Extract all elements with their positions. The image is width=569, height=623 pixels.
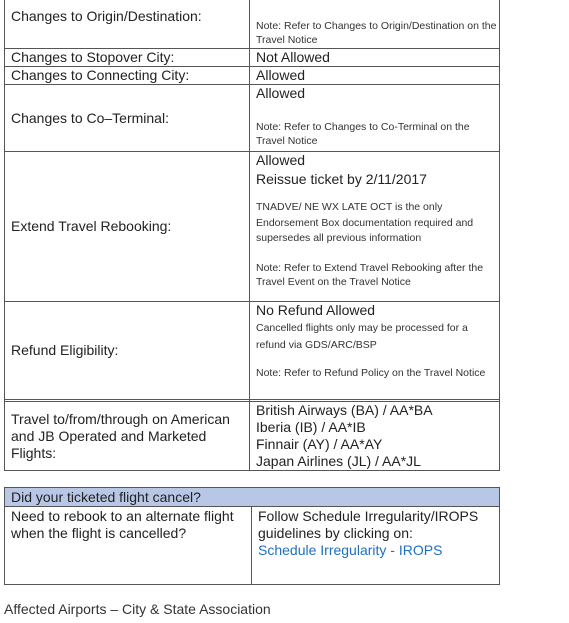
row-co-terminal bbox=[5, 85, 500, 152]
origin-destination-note: Note: Refer to Changes to Origin/Destination on the Travel Notice bbox=[256, 20, 497, 46]
row-stopover bbox=[5, 49, 500, 67]
origin-destination-value bbox=[250, 0, 500, 49]
partner-airline-ay: Finnair (AY) / AA*AY bbox=[256, 436, 383, 452]
irops-header: Did your ticketed flight cancel? bbox=[5, 488, 500, 507]
refund-status: No Refund Allowed bbox=[256, 302, 376, 318]
extend-rebooking-status: Allowed bbox=[256, 152, 306, 168]
origin-destination-label: Changes to Origin/Destination: bbox=[5, 0, 250, 49]
refund-value bbox=[250, 302, 500, 400]
row-origin-destination bbox=[5, 0, 500, 49]
policy-table bbox=[4, 0, 500, 471]
row-connecting bbox=[5, 67, 500, 85]
stopover-value: Not Allowed bbox=[250, 49, 500, 67]
row-extend-rebooking bbox=[5, 152, 500, 302]
irops-body-row bbox=[5, 507, 500, 585]
irops-question: Need to rebook to an alternate flight when the flight is cancelled? bbox=[5, 507, 252, 585]
extend-rebooking-value bbox=[250, 152, 500, 302]
refund-detail: Cancelled flights only may be processed for a refund via GDS/ARC/BSP bbox=[256, 322, 468, 351]
irops-header-row bbox=[5, 488, 500, 507]
co-terminal-value bbox=[250, 85, 500, 152]
endorsement-text: TNADVE/ NE WX LATE OCT is the only Endorsement Box documentation required and supersedes all previous information bbox=[256, 201, 474, 244]
co-terminal-note: Note: Refer to Changes to Co-Terminal on the Travel Notice bbox=[256, 121, 470, 147]
irops-link[interactable]: Schedule Irregularity - IROPS bbox=[258, 542, 443, 558]
partners-label: Travel to/from/through on American and JB Operated and Marketed Flights: bbox=[5, 402, 250, 471]
connecting-label: Changes to Connecting City: bbox=[5, 67, 250, 85]
reissue-deadline: Reissue ticket by 2/11/2017 bbox=[256, 171, 427, 187]
extend-rebooking-note: Note: Refer to Extend Travel Rebooking after the Travel Event on the Travel Notice bbox=[256, 261, 484, 288]
row-refund bbox=[5, 302, 500, 400]
partner-airline-ib: Iberia (IB) / AA*IB bbox=[256, 419, 366, 435]
affected-airports-heading: Affected Airports – City & State Association bbox=[4, 601, 271, 617]
stopover-label: Changes to Stopover City: bbox=[5, 49, 250, 67]
irops-answer: Follow Schedule Irregularity/IROPS guidelines by clicking on: bbox=[258, 508, 479, 541]
partner-airline-ba: British Airways (BA) / AA*BA bbox=[256, 402, 433, 418]
refund-note: Note: Refer to Refund Policy on the Travel Notice bbox=[256, 367, 486, 379]
refund-label: Refund Eligibility: bbox=[5, 302, 250, 400]
irops-answer-cell bbox=[252, 507, 500, 585]
co-terminal-label: Changes to Co–Terminal: bbox=[5, 85, 250, 152]
co-terminal-status: Allowed bbox=[256, 85, 306, 101]
row-partners bbox=[5, 402, 500, 471]
partners-value bbox=[250, 402, 500, 471]
extend-rebooking-label: Extend Travel Rebooking: bbox=[5, 152, 250, 302]
connecting-value: Allowed bbox=[250, 67, 500, 85]
irops-table bbox=[4, 487, 500, 585]
partner-airline-jl: Japan Airlines (JL) / AA*JL bbox=[256, 453, 421, 469]
